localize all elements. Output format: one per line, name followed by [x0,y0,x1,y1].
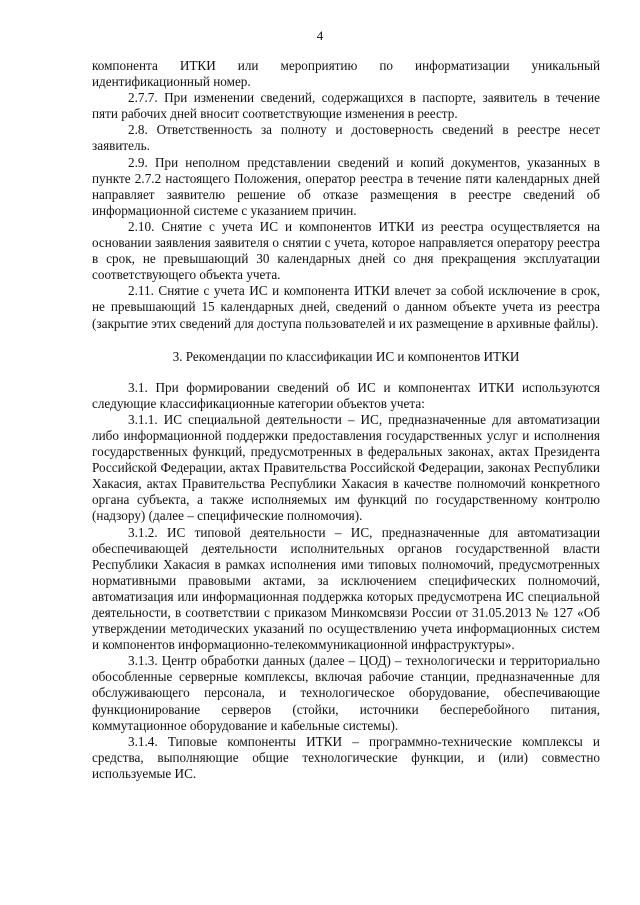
paragraph-2-9: 2.9. При неполном представлении сведений и копий документов, указанных в пункте 2.7.2 настоящего Положения, оператор реестра в течение пяти календарных дней направляет заявителю решение об отказе размещения в реестре сведений об информационной системе с указанием причин. [92,154,600,218]
paragraph-3-1-3: 3.1.3. Центр обработки данных (далее – ЦОД) – технологически и территориально обособленные серверные комплексы, включая рабочие станции, предназначенные для обслуживающего персонала, и технологическое оборудование, обеспечивающие функционирование серверов (стойки, источники бесперебойного питания, коммутационное оборудование и кабельные системы). [92,653,600,733]
page-number: 4 [316,28,324,43]
paragraph-continuation: компонента ИТКИ или мероприятию по информатизации уникальный идентификационный номер. [92,58,600,90]
paragraph-2-8: 2.8. Ответственность за полноту и достоверность сведений в реестре несет заявитель. [92,122,600,154]
paragraph-2-10: 2.10. Снятие с учета ИС и компонентов ИТКИ из реестра осуществляется на основании заявления заявителя о снятии с учета, которое направляется оператору реестра в срок, не превышающий 30 календарных дней со дня прекращения эксплуатации соответствующего объекта учета. [92,218,600,283]
paragraph-3-1: 3.1. При формировании сведений об ИС и компонентах ИТКИ используются следующие классификационные категории объектов учета: [92,379,600,411]
paragraph-2-7-7: 2.7.7. При изменении сведений, содержащихся в паспорте, заявитель в течение пяти рабочих дней вносит соответствующие изменения в реестр. [92,90,600,122]
paragraph-3-1-4: 3.1.4. Типовые компоненты ИТКИ – программно-технические комплексы и средства, выполняющие общие технологические функции, и (или) совместно используемые ИС. [92,733,600,781]
paragraph-3-1-2: 3.1.2. ИС типовой деятельности – ИС, предназначенные для автоматизации обеспечивающей деятельности исполнительных органов государственной власти Республики Хакасия в рамках исполнения ими типовых полномочий, предусмотренных нормативными правовыми актами, за исключением специфических полномочий, автоматизация или информационная поддержка которых предусмотрена ИС специальной деятельности, в соответствии с приказом Минкомсвязи России от 31.05.2013 № 127 «Об утверждении методических указаний по осуществлению учета информационных систем и компонентов информационно-телекоммуникационной инфраструктуры». [92,524,600,653]
paragraph-2-11: 2.11. Снятие с учета ИС и компонента ИТКИ влечет за собой исключение в срок, не превышающий 15 календарных дней, сведений о данном объекте учета из реестра (закрытие этих сведений для доступа пользователей и их размещение в архивные файлы). [92,283,600,331]
section-heading: 3. Рекомендации по классификации ИС и компонентов ИТКИ [172,348,520,364]
paragraph-3-1-1: 3.1.1. ИС специальной деятельности – ИС, предназначенные для автоматизации либо информационной поддержки предоставления государственных услуг и исполнения государственных функций, предусмотренных в федеральных законах, актах Президента Российской Федерации, актах Правительства Российской Федерации, законах Республики Хакасия, актах Правительства Республики Хакасия в качестве полномочий конкретного органа субъекта, а также исполняемых им функций по государственному контролю (надзору) (далее – специфические полномочия). [92,411,600,524]
document-body [92,58,600,782]
